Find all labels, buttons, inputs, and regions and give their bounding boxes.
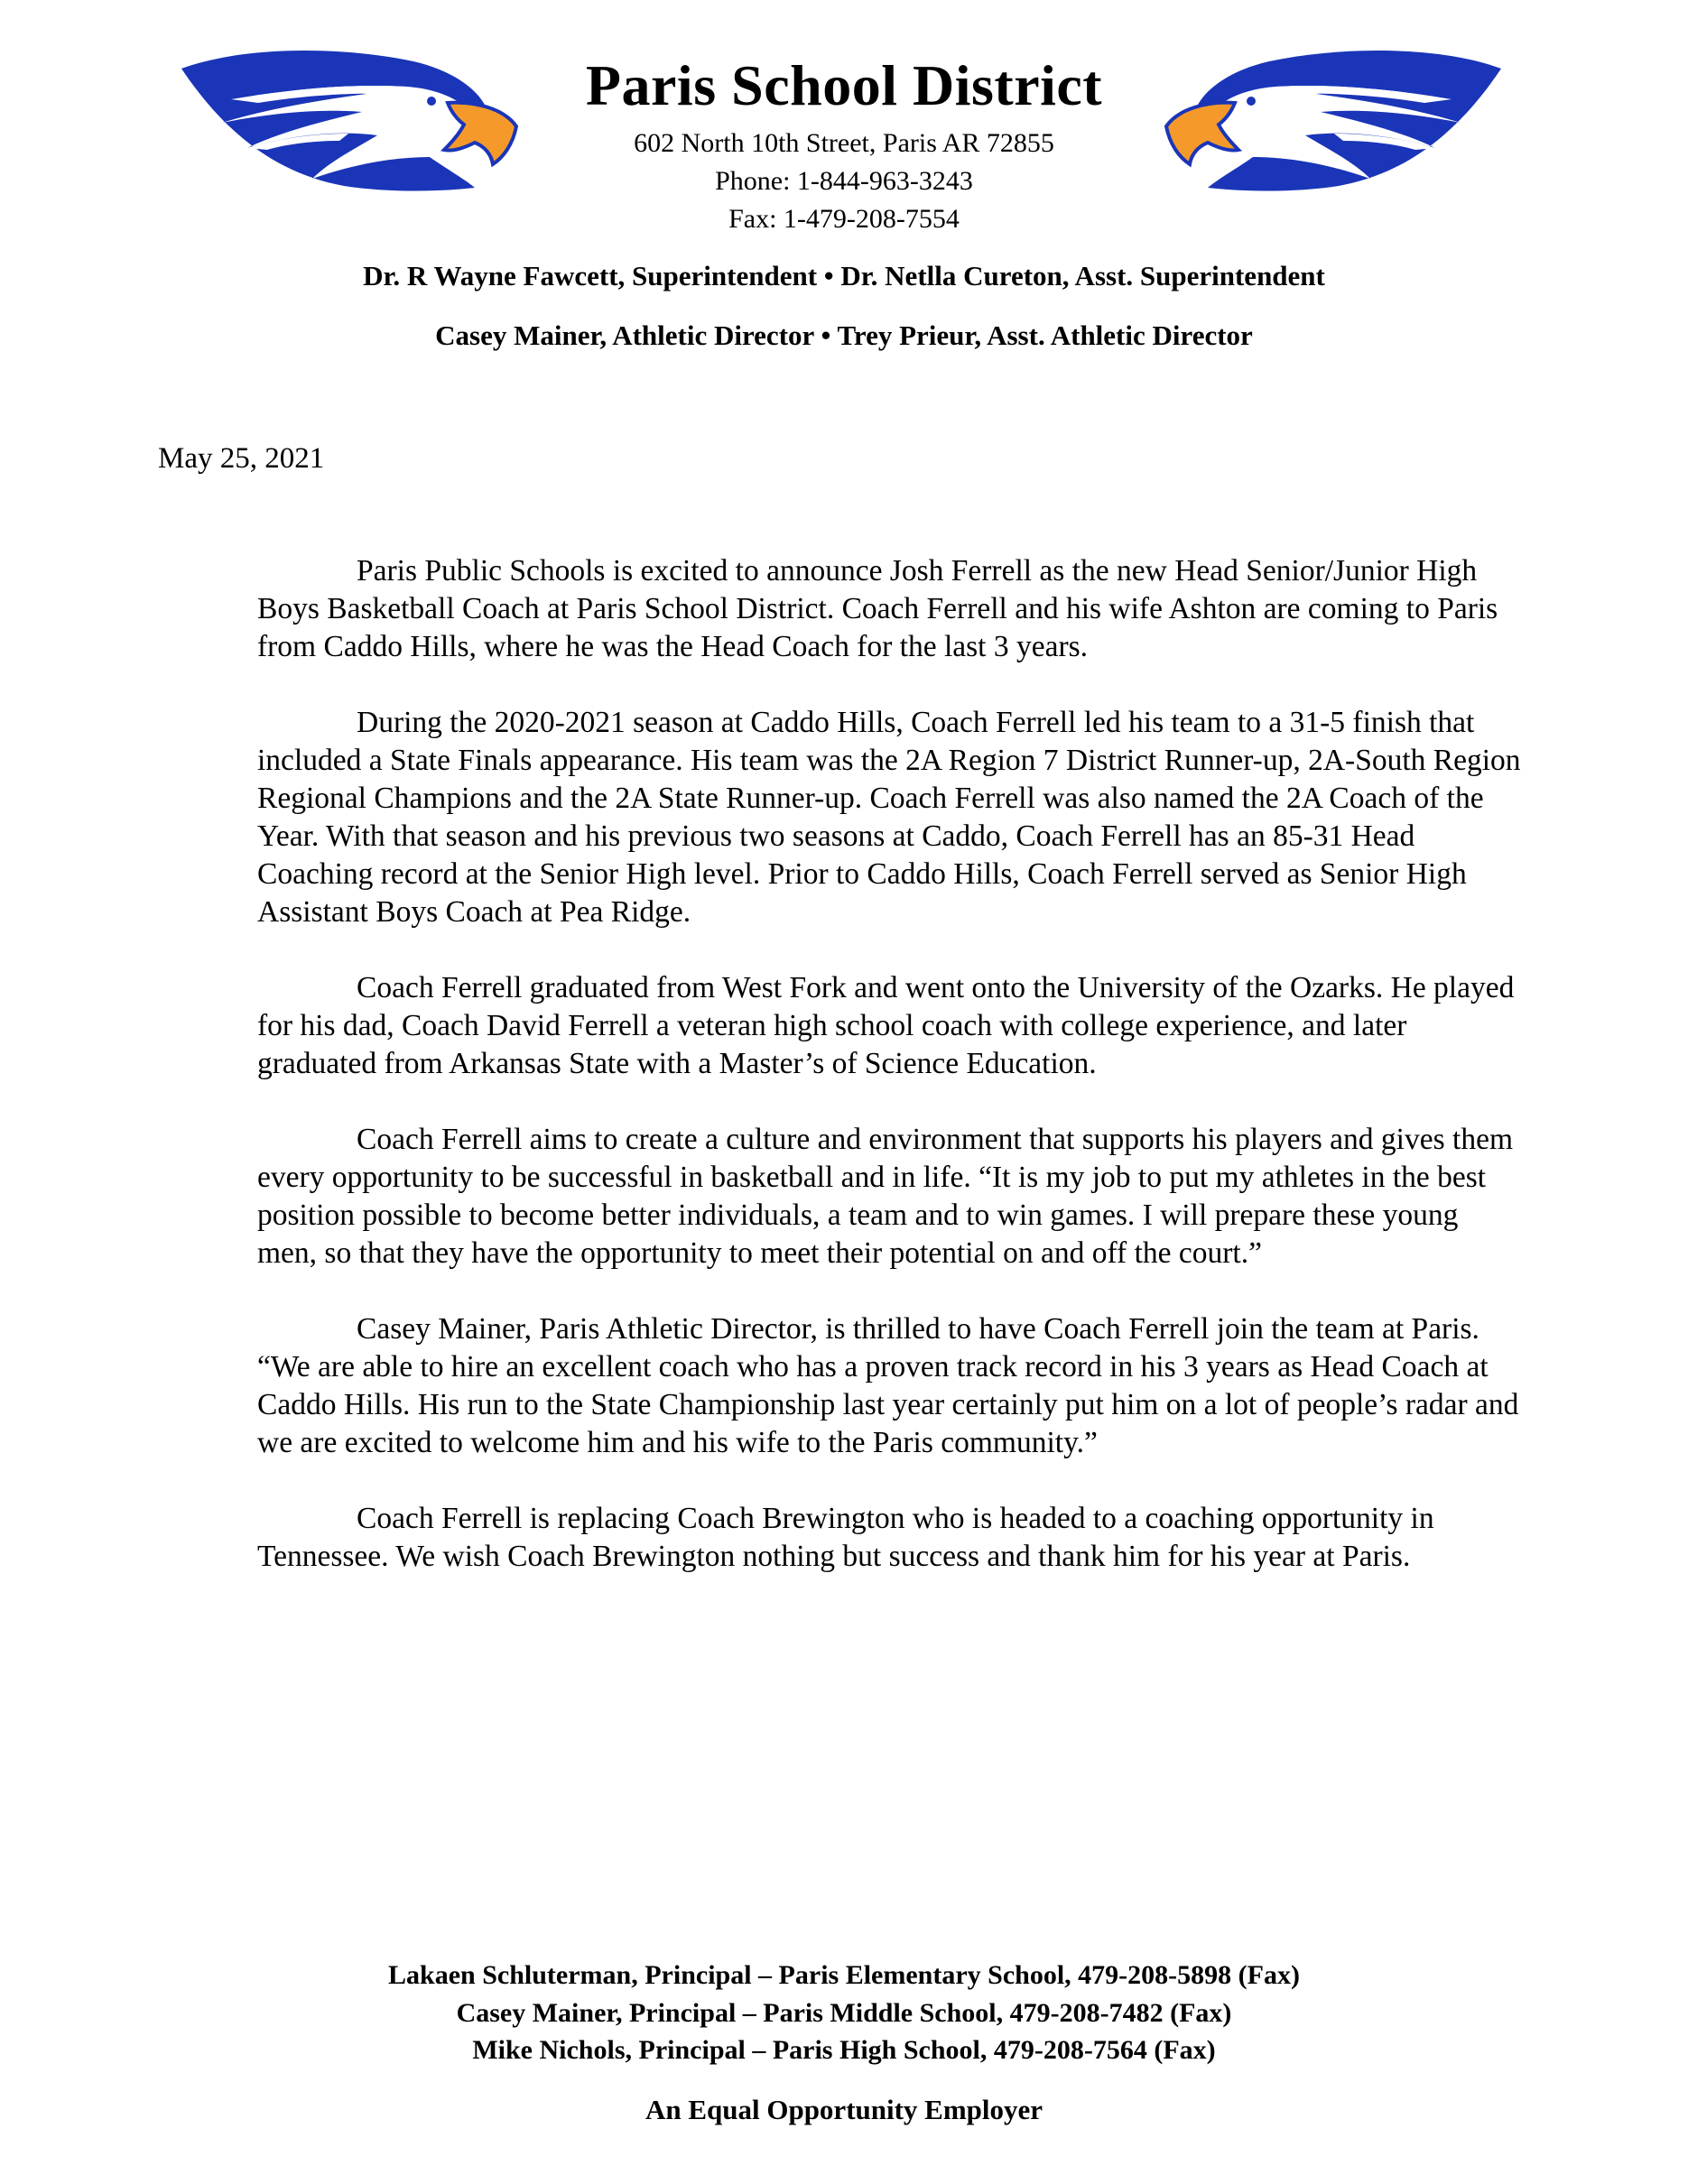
administrators-line-1: Dr. R Wayne Fawcett, Superintendent • Dr. Netlla Cureton, Asst. Superintendent — [363, 260, 1325, 292]
footer-principal-elementary: Lakaen Schluterman, Principal – Paris Elementary School, 479-208-5898 (Fax) — [388, 1960, 1300, 1990]
letter-body — [257, 552, 1521, 1614]
letter-paragraph: Coach Ferrell is replacing Coach Brewington who is headed to a coaching opportunity in Tennessee. We wish Coach Brewington nothing but success and thank him for his year at Paris. — [257, 1502, 1434, 1573]
footer-principal-high: Mike Nichols, Principal – Paris High School, 479-208-7564 (Fax) — [472, 2035, 1216, 2065]
letter-paragraph: Paris Public Schools is excited to announce Josh Ferrell as the new Head Senior/Junior High Boys Basketball Coach at Paris School District. Coach Ferrell and his wife Ashton are coming to Paris from Caddo Hills, where he was the Head Coach for the last 3 years. — [257, 554, 1498, 663]
district-fax: Fax: 1-479-208-7554 — [728, 204, 960, 234]
district-phone: Phone: 1-844-963-3243 — [715, 166, 973, 196]
district-name: Paris School District — [585, 53, 1103, 117]
administrators-line-2: Casey Mainer, Athletic Director • Trey Prieur, Asst. Athletic Director — [435, 319, 1253, 351]
footer-principal-middle: Casey Mainer, Principal – Paris Middle School, 479-208-7482 (Fax) — [456, 1998, 1232, 2028]
letter-paragraph: Coach Ferrell aims to create a culture and environment that supports his players and gives them every opportunity to be successful in basketball and in life. “It is my job to put my athletes in the best position possible to become better individuals, a team and to win games. I will prepare these young men, so that they have the opportunity to meet their potential on and off the court.” — [257, 1123, 1513, 1270]
letter-paragraph: Casey Mainer, Paris Athletic Director, is thrilled to have Coach Ferrell join the team at Paris. “We are able to hire an excellent coach who has a proven track record in his 3 years as Head Coach at Caddo Hills. His run to the State Championship last year certainly put him on a lot of people’s radar and we are excited to welcome him and his wife to the Paris community.” — [257, 1312, 1519, 1459]
letter-paragraph: During the 2020-2021 season at Caddo Hills, Coach Ferrell led his team to a 31-5 finish that included a State Finals appearance. His team was the 2A Region 7 District Runner-up, 2A-South Region Regional Champions and the 2A State Runner-up. Coach Ferrell was also named the 2A Coach of the Year. With that season and his previous two seasons at Caddo, Coach Ferrell has an 85-31 Head Coaching record at the Senior High level. Prior to Caddo Hills, Coach Ferrell served as Senior High Assistant Boys Coach at Pea Ridge. — [257, 706, 1521, 929]
district-address: 602 North 10th Street, Paris AR 72855 — [634, 128, 1054, 158]
equal-opportunity-statement: An Equal Opportunity Employer — [645, 2094, 1043, 2125]
letter-paragraph: Coach Ferrell graduated from West Fork and went onto the University of the Ozarks. He played for his dad, Coach David Ferrell a veteran high school coach with college experience, and later graduated from Arkansas State with a Master’s of Science Education. — [257, 971, 1515, 1080]
letter-date: May 25, 2021 — [158, 442, 325, 475]
